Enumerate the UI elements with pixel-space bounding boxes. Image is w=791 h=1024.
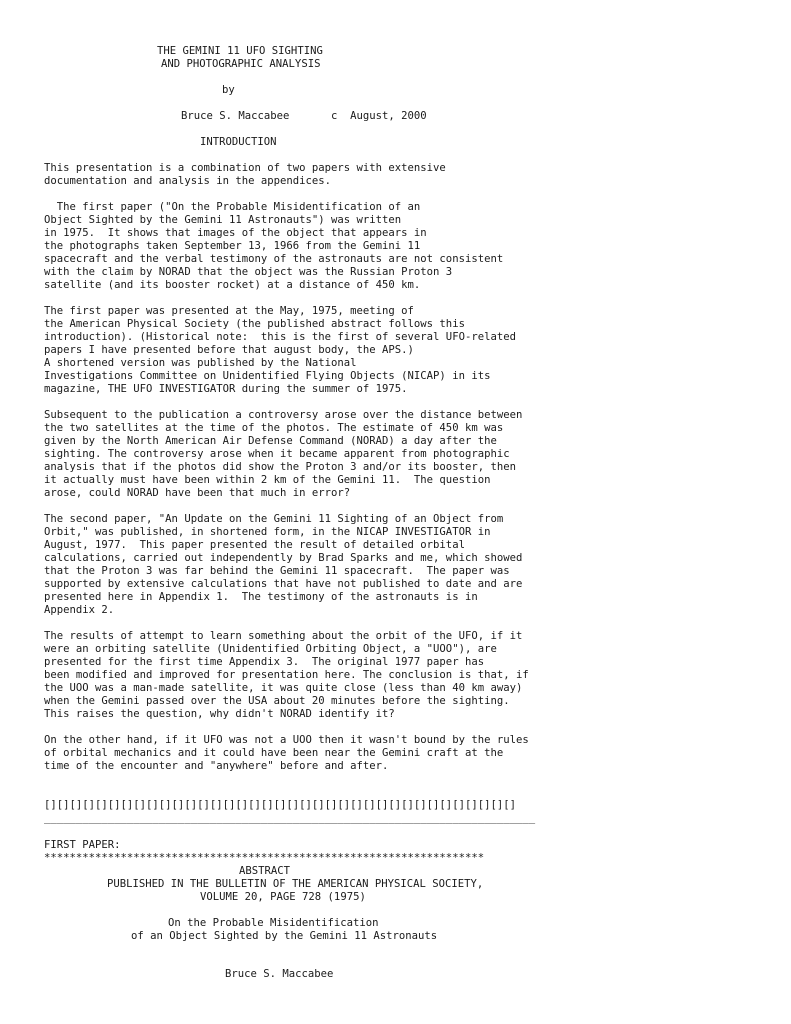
star-separator: ********************************************************************* xyxy=(44,852,485,864)
paragraph-line: given by the North American Air Defense Command (NORAD) a day after the xyxy=(44,435,497,447)
paragraph-line: with the claim by NORAD that the object was the Russian Proton 3 xyxy=(44,266,453,278)
first-paper-label: FIRST PAPER: xyxy=(44,839,121,851)
paragraph-line: papers I have presented before that august body, the APS.) xyxy=(44,344,414,356)
underscore-rule: _____________________________________________________________________________ xyxy=(44,812,536,824)
paragraph-line: documentation and analysis in the appendices. xyxy=(44,175,332,187)
paragraph-line: presented for the first time Appendix 3. The original 1977 paper has xyxy=(44,656,485,668)
published-line: PUBLISHED IN THE BULLETIN OF THE AMERICAN PHYSICAL SOCIETY, xyxy=(107,878,484,890)
bracket-separator: [][][][][][][][][][][][][][][][][][][][][][][][][][][][][][][][][][][][][] xyxy=(44,799,516,811)
paragraph-line: The results of attempt to learn something about the orbit of the UFO, if it xyxy=(44,630,523,642)
doc-title-line2: AND PHOTOGRAPHIC ANALYSIS xyxy=(161,58,321,70)
paragraph-line: presented here in Appendix 1. The testimony of the astronauts is in xyxy=(44,591,478,603)
doc-title-line1: THE GEMINI 11 UFO SIGHTING xyxy=(157,45,323,57)
paragraph-line: introduction). (Historical note: this is the first of several UFO-related xyxy=(44,331,516,343)
paragraph-line: The second paper, "An Update on the Gemini 11 Sighting of an Object from xyxy=(44,513,504,525)
introduction-heading: INTRODUCTION xyxy=(200,136,277,148)
paragraph-line: This raises the question, why didn't NORAD identify it? xyxy=(44,708,395,720)
paragraph-line: arose, could NORAD have been that much in error? xyxy=(44,487,351,499)
paragraph-line: it actually must have been within 2 km of the Gemini 11. The question xyxy=(44,474,491,486)
paragraph-line: On the other hand, if it UFO was not a UOO then it wasn't bound by the rules xyxy=(44,734,529,746)
paragraph-line: supported by extensive calculations that have not published to date and are xyxy=(44,578,523,590)
paragraph-line: Orbit," was published, in shortened form, in the NICAP INVESTIGATOR in xyxy=(44,526,491,538)
paragraph-line: the two satellites at the time of the photos. The estimate of 450 km was xyxy=(44,422,504,434)
paragraph-line: the American Physical Society (the published abstract follows this xyxy=(44,318,465,330)
paragraph-line: the photographs taken September 13, 1966 from the Gemini 11 xyxy=(44,240,421,252)
paper-title-line: of an Object Sighted by the Gemini 11 Astronauts xyxy=(131,930,438,942)
abstract-heading: ABSTRACT xyxy=(239,865,291,877)
paragraph-line: calculations, carried out independently by Brad Sparks and me, which showed xyxy=(44,552,523,564)
paragraph-line: August, 1977. This paper presented the result of detailed orbital xyxy=(44,539,465,551)
byline-by: by xyxy=(222,84,235,96)
paragraph-line: spacecraft and the verbal testimony of the astronauts are not consistent xyxy=(44,253,504,265)
paragraph-line: of orbital mechanics and it could have been near the Gemini craft at the xyxy=(44,747,504,759)
paragraph-line: that the Proton 3 was far behind the Gemini 11 spacecraft. The paper was xyxy=(44,565,510,577)
paragraph-line: time of the encounter and "anywhere" before and after. xyxy=(44,760,389,772)
paragraph-line: when the Gemini passed over the USA about 20 minutes before the sighting. xyxy=(44,695,510,707)
paragraph-line: The first paper was presented at the May, 1975, meeting of xyxy=(44,305,414,317)
paper-title-line: On the Probable Misidentification xyxy=(168,917,379,929)
byline-date: c August, 2000 xyxy=(331,110,427,122)
paragraph-line: were an orbiting satellite (Unidentified Orbiting Object, a "UOO"), are xyxy=(44,643,497,655)
published-line: VOLUME 20, PAGE 728 (1975) xyxy=(200,891,366,903)
paragraph-line: analysis that if the photos did show the Proton 3 and/or its booster, then xyxy=(44,461,516,473)
paragraph-line: The first paper ("On the Probable Misidentification of an xyxy=(44,201,421,213)
paragraph-line: A shortened version was published by the National xyxy=(44,357,357,369)
paper-author: Bruce S. Maccabee xyxy=(225,968,334,980)
paragraph-line: Investigations Committee on Unidentified Flying Objects (NICAP) in its xyxy=(44,370,491,382)
paragraph-line: This presentation is a combination of two papers with extensive xyxy=(44,162,446,174)
paragraph-line: satellite (and its booster rocket) at a distance of 450 km. xyxy=(44,279,421,291)
byline-author: Bruce S. Maccabee xyxy=(181,110,290,122)
paragraph-line: the UOO was a man-made satellite, it was quite close (less than 40 km away) xyxy=(44,682,523,694)
paragraph-line: Subsequent to the publication a controversy arose over the distance between xyxy=(44,409,523,421)
paragraph-line: magazine, THE UFO INVESTIGATOR during the summer of 1975. xyxy=(44,383,408,395)
paragraph-line: been modified and improved for presentation here. The conclusion is that, if xyxy=(44,669,529,681)
paragraph-line: Object Sighted by the Gemini 11 Astronauts") was written xyxy=(44,214,402,226)
paragraph-line: sighting. The controversy arose when it became apparent from photographic xyxy=(44,448,510,460)
paragraph-line: Appendix 2. xyxy=(44,604,115,616)
paragraph-line: in 1975. It shows that images of the object that appears in xyxy=(44,227,427,239)
